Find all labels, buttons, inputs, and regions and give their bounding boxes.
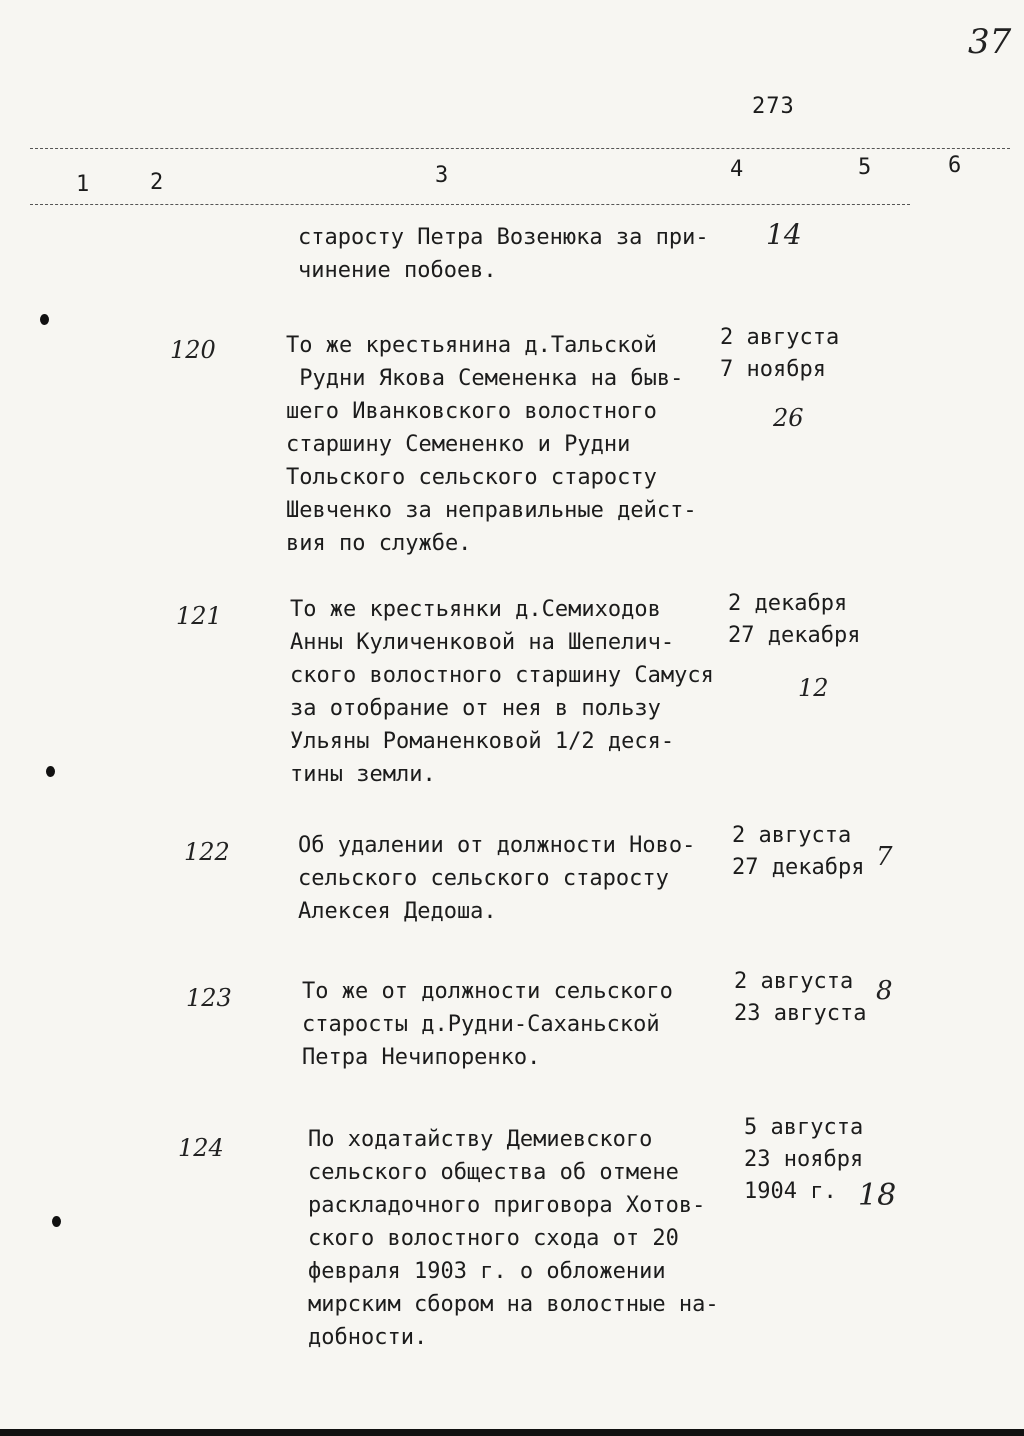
sheet-number: 37 bbox=[968, 22, 1012, 62]
page-count: 18 bbox=[858, 1178, 897, 1213]
entry-text-line: Тольского сельского старосту bbox=[286, 465, 657, 490]
entry-number: 120 bbox=[170, 336, 216, 364]
header-bottom-rule bbox=[30, 204, 910, 205]
entry-text-line: старшину Семененко и Рудни bbox=[286, 432, 631, 457]
punch-hole-mark bbox=[52, 1216, 61, 1227]
entry-text-line: Шевченко за неправильные дейст- bbox=[286, 498, 697, 523]
entry-text-line: мирским сбором на волостные на- bbox=[308, 1292, 719, 1317]
entry-text-line: за отобрание от нея в пользу bbox=[290, 696, 661, 721]
page-count: 12 bbox=[798, 674, 829, 702]
entry-text-line: раскладочного приговора Хотов- bbox=[308, 1193, 706, 1218]
entry-dates: 2 августа 27 декабря bbox=[732, 823, 865, 880]
entry-text-line: Анны Куличенковой на Шепелич- bbox=[290, 630, 675, 655]
entry-text-line: Рудни Якова Семененка на быв- bbox=[286, 366, 684, 391]
entry-text-line: добности. bbox=[308, 1325, 428, 1350]
entry-text-line: февраля 1903 г. о обложении bbox=[308, 1259, 666, 1284]
entry-text-line: То же от должности сельского bbox=[302, 979, 673, 1004]
entry-text-line: сельского общества об отмене bbox=[308, 1160, 679, 1185]
entry-text-line: Алексея Дедоша. bbox=[298, 899, 497, 924]
entry-text-line: ского волостного старшину Самуся bbox=[290, 663, 714, 688]
entry-number: 122 bbox=[184, 838, 230, 866]
entry-text-line: сельского сельского старосту bbox=[298, 866, 669, 891]
punch-hole-mark bbox=[46, 766, 55, 777]
header-top-rule bbox=[30, 148, 1010, 149]
entry-text-line: Ульяны Романенковой 1/2 деся- bbox=[290, 729, 675, 754]
page-number: 273 bbox=[752, 94, 795, 119]
entry-number: 121 bbox=[176, 602, 222, 630]
entry-text-line: То же крестьянки д.Семиходов bbox=[290, 597, 661, 622]
page-count: 26 bbox=[773, 404, 804, 432]
column-header-4: 4 bbox=[730, 157, 744, 182]
column-header-3: 3 bbox=[435, 163, 449, 188]
entry-text-line: шего Иванковского волостного bbox=[286, 399, 657, 424]
entry-dates: 5 августа 23 ноября 1904 г. bbox=[744, 1115, 864, 1204]
entry-text-line: То же крестьянина д.Тальской bbox=[286, 333, 657, 358]
entry-text-line: Петра Нечипоренко. bbox=[302, 1045, 541, 1070]
entry-dates: 2 августа 7 ноября bbox=[720, 325, 840, 382]
column-header-2: 2 bbox=[150, 170, 164, 195]
column-header-5: 5 bbox=[858, 155, 872, 180]
entry-text-line: тины земли. bbox=[290, 762, 436, 787]
entry-text-line: ского волостного схода от 20 bbox=[308, 1226, 679, 1251]
entry-number: 123 bbox=[186, 984, 232, 1012]
page-count: 14 bbox=[766, 218, 802, 251]
entry-text-line: старосты д.Рудни-Саханьской bbox=[302, 1012, 660, 1037]
page-count: 8 bbox=[876, 976, 893, 1006]
entry-text-line: По ходатайству Демиевского bbox=[308, 1127, 653, 1152]
column-header-1: 1 bbox=[76, 172, 90, 197]
page-count: 7 bbox=[876, 842, 893, 872]
entry-text-line: вия по службе. bbox=[286, 531, 472, 556]
column-header-6: 6 bbox=[948, 153, 962, 178]
scan-bottom-edge bbox=[0, 1429, 1024, 1436]
entry-text-line: чинение побоев. bbox=[298, 258, 497, 283]
entry-text-line: Об удалении от должности Ново- bbox=[298, 833, 696, 858]
punch-hole-mark bbox=[40, 314, 49, 325]
entry-dates: 2 августа 23 августа bbox=[734, 969, 867, 1026]
entry-number: 124 bbox=[178, 1134, 224, 1162]
entry-dates: 2 декабря 27 декабря bbox=[728, 591, 861, 648]
entry-text-line: старосту Петра Возенюка за при- bbox=[298, 225, 709, 250]
